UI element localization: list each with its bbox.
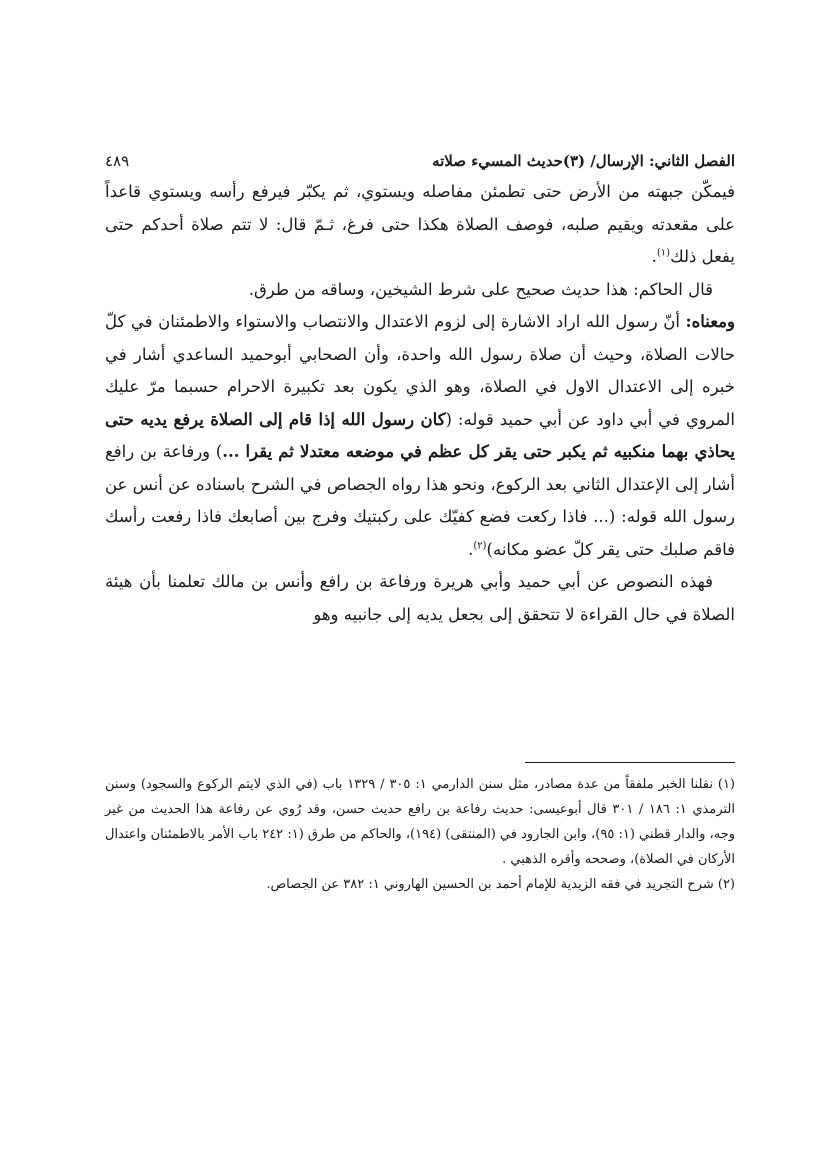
paragraph-3-label: ومعناه: bbox=[685, 312, 735, 331]
paragraph-3-end: . bbox=[468, 539, 474, 559]
footnote-divider bbox=[525, 762, 735, 763]
paragraph-2: قال الحاكم: هذا حديث صحيح على شرط الشيخين، وساقه من طرق. bbox=[248, 279, 713, 299]
main-text bbox=[105, 176, 735, 631]
paragraph-3-text-2: ) ورفاعة بن رافع أشار إلى الإعتدال الثاني بعد الركوع، ونحو هذا رواه الجصاص في الشرح باسناده عن أنس عن رسول الله قوله: (... فاذا ركعت فضع كفيّك على ركبتيك وفرج بين أصابعك فاذا رفعت رأسك فاقم صلبك حتى يقر كلّ عضو مكانه) bbox=[105, 442, 735, 559]
page-number: ٤٨٩ bbox=[105, 152, 130, 170]
hadith-quote: كان رسول الله إذا قام إلى الصلاة يرفع يديه حتى يحاذي بهما منكبيه ثم يكبر حتى يقر كل عظم في موضعه معتدلا ثم يقرا ... bbox=[105, 409, 735, 461]
book-page bbox=[105, 146, 736, 892]
paragraph-1-end: . bbox=[651, 247, 657, 266]
paragraph-1 bbox=[105, 176, 735, 274]
paragraph-3 bbox=[105, 306, 735, 566]
footnote-ref-1[interactable]: (١) bbox=[656, 247, 671, 259]
running-head bbox=[105, 146, 735, 176]
paragraph-1-text: فيمكّن جبهته من الأرض حتى تطمئن مفاصله ويستوي، ثم يكبّر فيرفع رأسه ويستوي قاعداً على مقعدته ويقيم صلبه، فوصف الصلاة هكذا حتى فرغ، ثـمّ قال: لا تتم صلاة أحدكم حتى يفعل ذلك bbox=[105, 182, 735, 266]
footnote-1: (١) نقلنا الخبر ملفقاً من عدة مصادر، مثل سنن الدارمي ١: ٣٠٥ / ١٣٢٩ باب (في الذي لايتم الركوع والسجود) وسنن الترمذي ١: ١٨٦ / ٣٠١ قال أبوعيسى: حديث رفاعة بن رافع حديث حسن، وقد رُوي عن رفاعة هذا الحديث من غير وجه، والدار قطني (١: ٩٥)، وابن الجارود في (المنتقى) (١٩٤)، والحاكم من طرق (١: ٢٤٢ باب الأمر بالاطمئنان واعتدال الأركان في الصلاة)، وصححه وأقره الذهبي . bbox=[105, 777, 736, 867]
chapter-title: الفصل الثاني: الإرسال/ (٣)حديث المسيء صلاته bbox=[432, 152, 735, 170]
footnote-2: (٢) شرح التجريد في فقه الزيدية للإمام أحمد بن الحسين الهاروني ١: ٣٨٢ عن الجصاص. bbox=[266, 877, 735, 892]
paragraph-3-text-1: أنّ رسول الله اراد الاشارة إلى لزوم الاعتدال والانتصاب والاستواء والاطمئنان في كلّ حالات الصلاة، وحيث أن صلاة رسول الله واحدة، وأن الصحابي أبوحميد الساعدي أشار في خبره إلى الاعتدال الاول في الصلاة، وهو الذي يكون بعد تكبيرة الاحرام حسبما مرّ عليك المروي في أبي داود عن أبي حميد قوله: ( bbox=[105, 312, 735, 429]
footnote-ref-2[interactable]: (٢) bbox=[473, 540, 487, 551]
footnotes bbox=[105, 772, 735, 897]
paragraph-4: فهذه النصوص عن أبي حميد وأبي هريرة ورفاعة بن رافع وأنس بن مالك تعلمنا بأن هيئة الصلاة في حال القراءة لا تتحقق إلى بجعل يديه إلى جانبيه وهو bbox=[105, 572, 735, 624]
